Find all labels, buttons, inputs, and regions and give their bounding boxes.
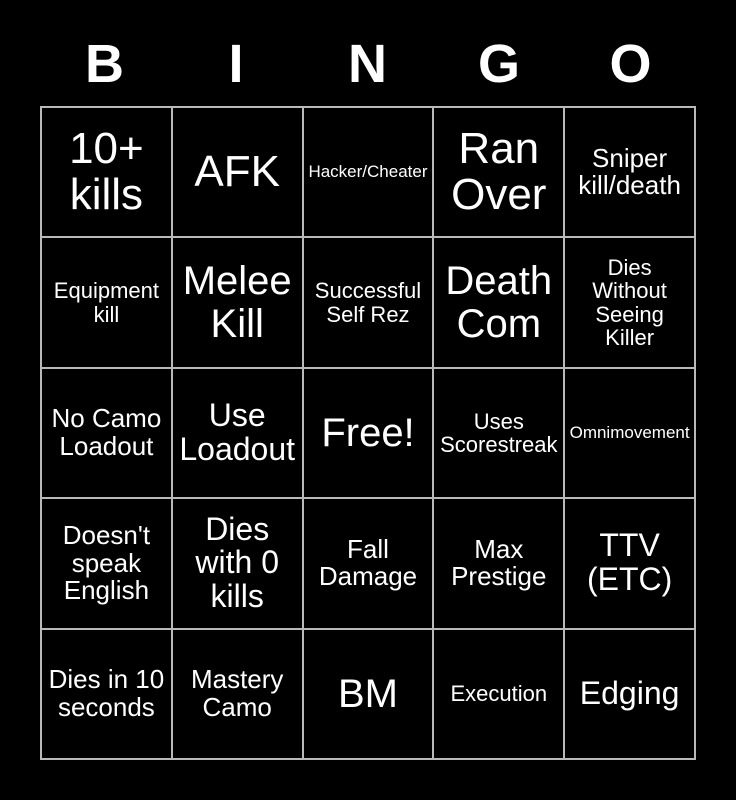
- bingo-cell-label: 10+ kills: [69, 123, 144, 220]
- bingo-cell[interactable]: [304, 499, 435, 629]
- bingo-cell[interactable]: [173, 369, 304, 499]
- bingo-header: [40, 34, 696, 94]
- header-letter-i: I: [228, 34, 245, 94]
- bingo-grid: [40, 106, 696, 760]
- header-letter-g: G: [477, 34, 521, 94]
- bingo-cell[interactable]: [565, 108, 696, 238]
- bingo-cell-label: Sniper kill/death: [578, 142, 681, 201]
- bingo-cell-label: Use Loadout: [179, 397, 296, 467]
- bingo-cell-label: TTV (ETC): [586, 527, 673, 598]
- bingo-cell-label: Doesn't speak English: [62, 520, 151, 606]
- bingo-cell[interactable]: [434, 630, 565, 760]
- bingo-cell-label: BM: [337, 671, 398, 716]
- bingo-cell[interactable]: [42, 369, 173, 499]
- bingo-cell[interactable]: [434, 499, 565, 629]
- bingo-cell-label: Dies with 0 kills: [195, 510, 279, 615]
- bingo-cell[interactable]: [434, 369, 565, 499]
- bingo-cell[interactable]: [42, 499, 173, 629]
- bingo-cell-label: Omnimovement: [569, 422, 690, 442]
- bingo-cell-label: No Camo Loadout: [51, 403, 162, 461]
- bingo-cell[interactable]: [434, 108, 565, 238]
- bingo-cell[interactable]: [304, 108, 435, 238]
- bingo-cell-label: Uses Scorestreak: [440, 408, 558, 457]
- bingo-cell[interactable]: [42, 238, 173, 368]
- header-letter-b: B: [85, 34, 125, 94]
- bingo-cell[interactable]: [173, 630, 304, 760]
- bingo-cell-label: Mastery Camo: [190, 664, 284, 722]
- bingo-cell-label: Successful Self Rez: [314, 278, 422, 327]
- bingo-cell[interactable]: [42, 630, 173, 760]
- bingo-cell-label: Ran Over: [451, 123, 547, 220]
- header-letter-n: N: [348, 34, 388, 94]
- bingo-cell[interactable]: [565, 238, 696, 368]
- bingo-cell[interactable]: [565, 499, 696, 629]
- bingo-cell[interactable]: [304, 630, 435, 760]
- bingo-cell-label: Edging: [579, 674, 680, 711]
- bingo-cell[interactable]: [434, 238, 565, 368]
- bingo-cell[interactable]: [173, 499, 304, 629]
- bingo-cell-label: Hacker/Cheater: [308, 162, 428, 182]
- bingo-cell-label: Equipment kill: [53, 278, 159, 327]
- bingo-cell-free[interactable]: [304, 369, 435, 499]
- bingo-cell[interactable]: [173, 108, 304, 238]
- bingo-cell[interactable]: [42, 108, 173, 238]
- bingo-cell[interactable]: [565, 630, 696, 760]
- bingo-cell[interactable]: [173, 238, 304, 368]
- bingo-cell-label: Execution: [450, 681, 548, 707]
- bingo-cell-label: Free!: [321, 410, 415, 455]
- bingo-cell-label: Dies Without Seeing Killer: [592, 254, 667, 350]
- header-letter-o: O: [609, 34, 653, 94]
- bingo-cell[interactable]: [304, 238, 435, 368]
- bingo-cell-label: AFK: [194, 146, 280, 196]
- bingo-cell-label: Max Prestige: [451, 533, 547, 592]
- bingo-cell-label: Dies in 10 seconds: [48, 664, 165, 722]
- bingo-cell-label: Fall Damage: [318, 533, 418, 592]
- bingo-cell-label: Melee Kill: [182, 259, 292, 346]
- bingo-cell[interactable]: [565, 369, 696, 499]
- bingo-cell-label: Death Com: [445, 259, 553, 346]
